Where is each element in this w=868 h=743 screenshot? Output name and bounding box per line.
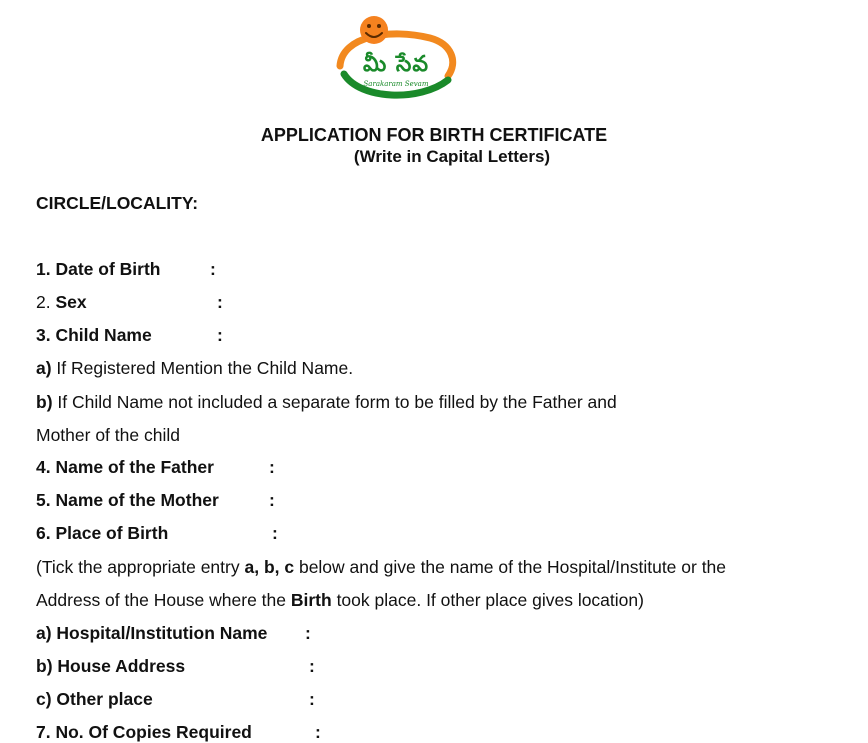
copies-label: 7. No. Of Copies Required <box>36 722 252 742</box>
other-place-colon: : <box>309 689 315 709</box>
mother-colon: : <box>269 490 275 510</box>
not-included-note-cont: Mother of the child <box>36 425 180 445</box>
title-sub: (Write in Capital Letters) <box>353 147 551 166</box>
tick-instruction <box>36 556 726 578</box>
address-part1: Address of the House where the <box>36 590 291 610</box>
address-instruction <box>36 589 644 611</box>
logo-text: మీ సేవ <box>362 52 430 77</box>
dob-label: 1. Date of Birth <box>36 259 161 279</box>
sex-label: Sex <box>50 292 87 312</box>
house-address-colon: : <box>309 656 315 676</box>
address-bold: Birth <box>290 590 332 610</box>
child-name-label: 3. Child Name <box>36 325 152 345</box>
sex-row <box>36 291 87 313</box>
form-title <box>0 124 868 168</box>
note-b-text: If Child Name not included a separate form to be filled by the Father and <box>52 392 617 412</box>
mother-label: 5. Name of the Mother <box>36 490 219 510</box>
logo-tagline: Sarakaram Sevam <box>363 80 429 88</box>
dob-colon: : <box>210 259 216 279</box>
address-part2: took place. If other place gives location) <box>331 590 644 610</box>
tick-part2: below and give the name of the Hospital/Institute or the <box>294 557 727 577</box>
copies-colon: : <box>315 722 321 742</box>
title-main: APPLICATION FOR BIRTH CERTIFICATE <box>260 125 608 145</box>
hospital-colon: : <box>305 623 311 643</box>
father-label: 4. Name of the Father <box>36 457 214 477</box>
note-b-prefix: b) <box>36 392 53 412</box>
tick-part1: (Tick the appropriate entry <box>36 557 245 577</box>
note-a-prefix: a) <box>36 358 52 378</box>
place-of-birth-label: 6. Place of Birth <box>36 523 169 543</box>
child-name-colon: : <box>217 325 223 345</box>
registered-note <box>36 357 353 379</box>
note-a-text: If Registered Mention the Child Name. <box>51 358 354 378</box>
hospital-label: a) Hospital/Institution Name <box>36 623 268 643</box>
not-included-note <box>36 391 617 413</box>
house-address-label: b) House Address <box>36 656 186 676</box>
sex-number: 2. <box>36 292 51 312</box>
circle-locality-label: CIRCLE/LOCALITY: <box>36 193 199 213</box>
meeseva-logo <box>330 14 460 104</box>
place-of-birth-colon: : <box>272 523 278 543</box>
sex-colon: : <box>217 292 223 312</box>
other-place-label: c) Other place <box>36 689 153 709</box>
father-colon: : <box>269 457 275 477</box>
tick-bold: a, b, c <box>244 557 295 577</box>
